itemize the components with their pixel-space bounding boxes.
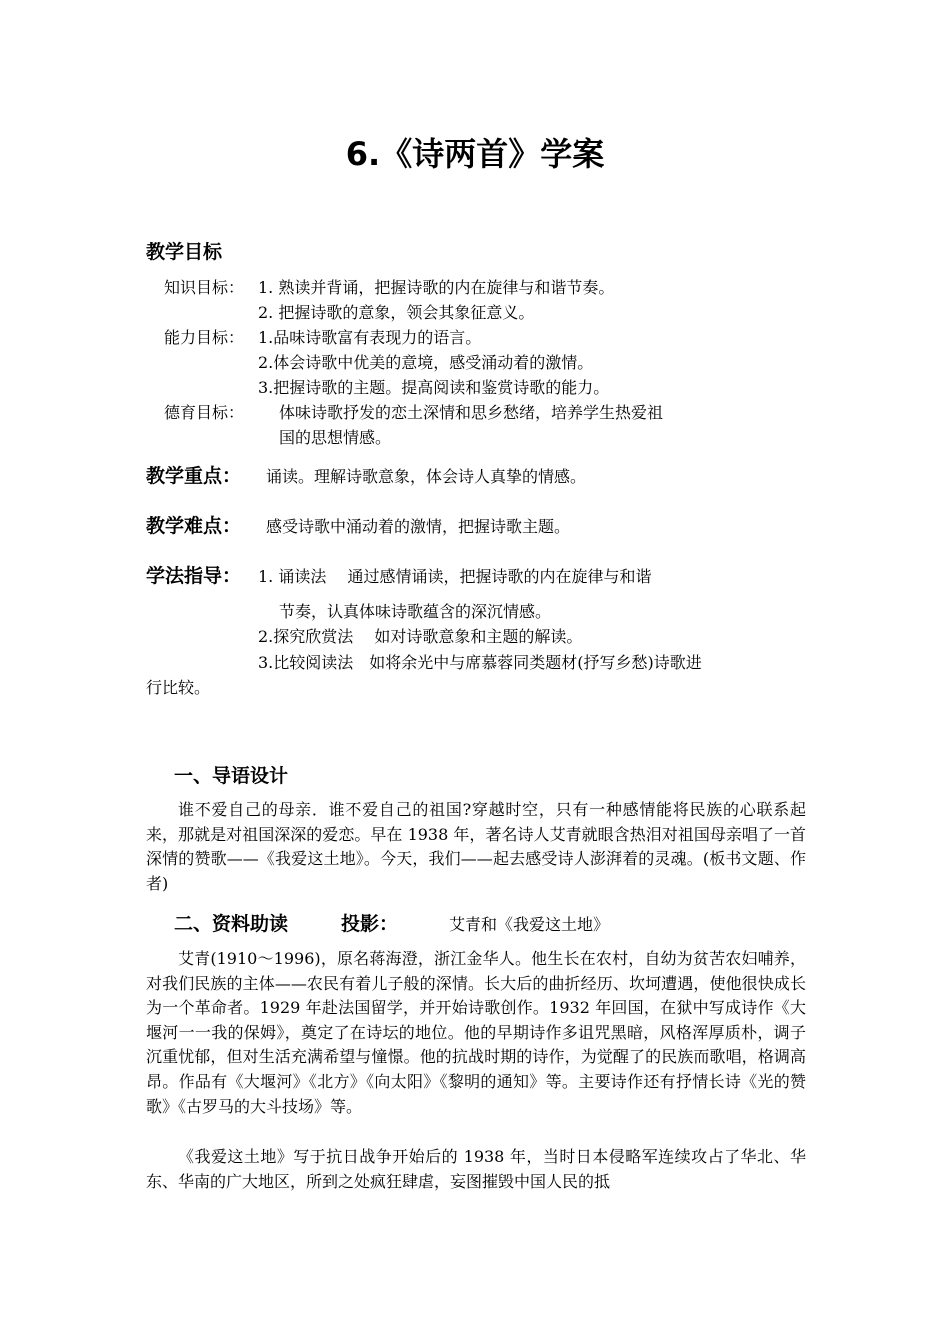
moral-line-1: 体味诗歌抒发的恋土深情和思乡愁绪，培养学生热爱祖 [279, 403, 664, 422]
moral-label: 德育目标： [164, 403, 245, 422]
ability-item-3: 3.把握诗歌的主题。提高阅读和鉴赏诗歌的能力。 [258, 378, 610, 397]
method-label: 学法指导： [146, 565, 242, 587]
section2-paragraph-2: 《我爱这土地》写于抗日战争开始后的 1938 年，当时日本侵略军连续攻占了华北、华东、华南的广大地区，所到之处疯狂肆虐，妄图摧毁中国人民的抵 [146, 1147, 806, 1191]
key-point-label: 教学重点： [146, 465, 242, 487]
ability-item-1: 1.品味诗歌富有表现力的语言。 [258, 328, 482, 347]
method-line-3: 2.探究欣赏法 如对诗歌意象和主题的解读。 [258, 627, 583, 646]
method-line-2: 节奏，认真体味诗歌蕴含的深沉情感。 [279, 602, 552, 621]
ability-item-2: 2.体会诗歌中优美的意境，感受涌动着的激情。 [258, 353, 594, 372]
section2-paragraph-1: 艾青(1910～1996)，原名蒋海澄，浙江金华人。他生长在农村，自幼为贫苦农妇哺养，对我们民族的主体——农民有着儿子般的深情。长大后的曲折经历、坎坷遭遇，使他很快成长为一个革命者。1929 年赴法国留学，并开始诗歌创作。1932 年回国，在狱中写成诗作《大堰河一一我的保姆》，奠定了在诗坛的地位。他的早期诗作多诅咒黑暗，风格浑厚质朴，调子沉重忧郁，但对生活充满希望与憧憬。他的抗战时期的诗作，为觉醒了的民族而歌唱，格调高昂。作品有《大堰河》《北方》《向太阳》《黎明的通知》等。主要诗作还有抒情长诗《光的赞歌》《古罗马的大斗技场》等。 [146, 949, 806, 1116]
section2-heading: 二、资料助读 [174, 913, 289, 935]
ability-label: 能力目标： [164, 328, 245, 347]
moral-line-2: 国的思想情感。 [279, 428, 392, 447]
projection-text: 艾青和《我爱这土地》 [449, 915, 610, 934]
method-line-1: 1. 诵读法 通过感情诵读，把握诗歌的内在旋律与和谐 [258, 567, 652, 586]
knowledge-item-1: 1. 熟读并背诵，把握诗歌的内在旋律与和谐节奏。 [258, 278, 615, 297]
knowledge-label: 知识目标： [164, 278, 245, 297]
method-line-4: 3.比较阅读法 如将余光中与席慕蓉同类题材(抒写乡愁)诗歌进 [258, 653, 702, 672]
objectives-heading: 教学目标 [146, 241, 223, 263]
projection-label: 投影： [341, 913, 399, 935]
method-line-5: 行比较。 [146, 678, 211, 697]
section1-heading: 一、导语设计 [174, 765, 289, 787]
knowledge-item-2: 2. 把握诗歌的意象，领会其象征意义。 [258, 303, 535, 322]
key-point-text: 诵读。理解诗歌意象，体会诗人真挚的情感。 [266, 467, 587, 486]
page-title: 6.《诗两首》学案 [345, 135, 605, 173]
difficulty-label: 教学难点： [146, 515, 242, 537]
difficulty-text: 感受诗歌中涌动着的激情，把握诗歌主题。 [266, 517, 571, 536]
section1-paragraph: 谁不爱自己的母亲．谁不爱自己的祖国?穿越时空，只有一种感情能将民族的心联系起来，那就是对祖国深深的爱恋。早在 1938 年，著名诗人艾青就眼含热泪对祖国母亲唱了一首深情的赞歌——《我爱这土地》。今天，我们——起去感受诗人澎湃着的灵魂。(板书文题、作者) [146, 800, 806, 893]
